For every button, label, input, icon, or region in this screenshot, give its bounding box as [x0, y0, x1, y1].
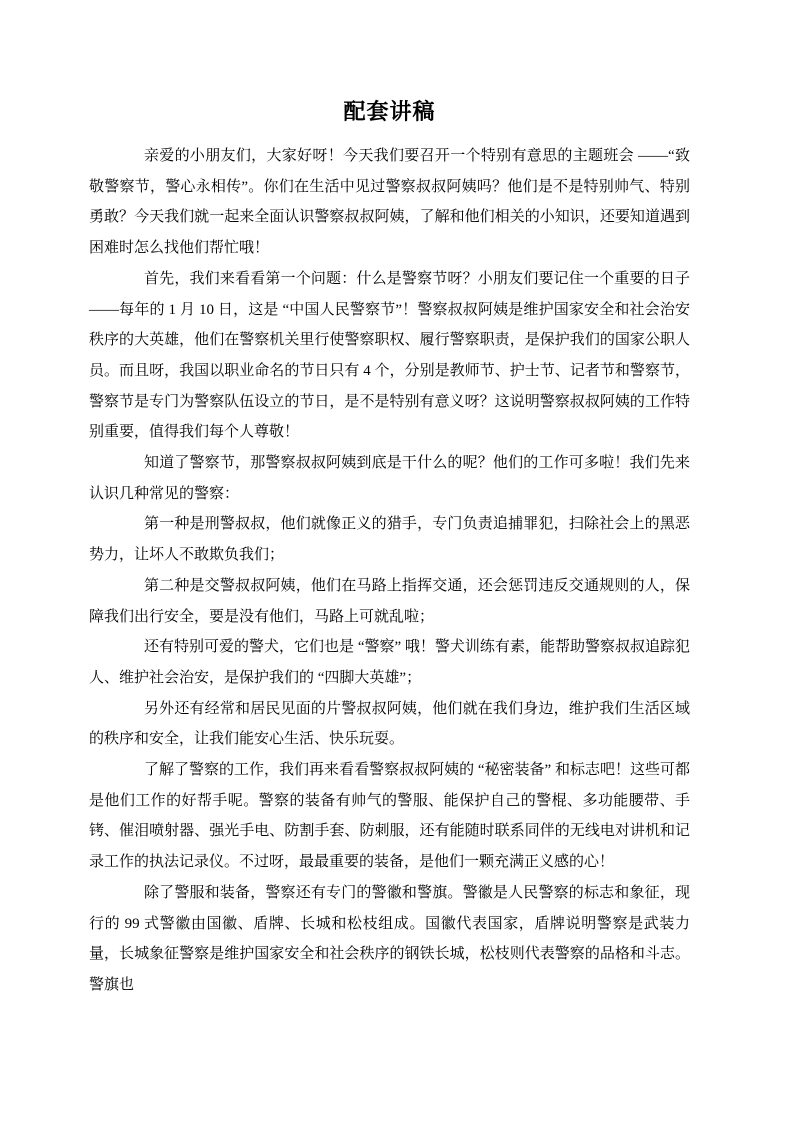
- paragraph: 另外还有经常和居民见面的片警叔叔阿姨，他们就在我们身边，维护我们生活区域的秩序和安全，让我们能安心生活、快乐玩耍。: [89, 700, 690, 748]
- paragraph: 第二种是交警叔叔阿姨，他们在马路上指挥交通，还会惩罚违反交通规则的人，保障我们出行安全，要是没有他们，马路上可就乱啦；: [89, 577, 690, 625]
- paragraph: 除了警服和装备，警察还有专门的警徽和警旗。警徽是人民警察的标志和象征，现行的 99 式警徽由国徽、盾牌、长城和松枝组成。国徽代表国家，盾牌说明警察是武装力量，长城象征警察是维护国家安全和社会秩序的钢铁长城，松枝则代表警察的品格和斗志。警旗也: [89, 884, 690, 993]
- paragraph: 第一种是刑警叔叔，他们就像正义的猎手，专门负责追捕罪犯，扫除社会上的黑恶势力，让坏人不敢欺负我们；: [89, 516, 690, 564]
- paragraph: 知道了警察节，那警察叔叔阿姨到底是干什么的呢？他们的工作可多啦！我们先来认识几种常见的警察：: [89, 455, 690, 502]
- paragraph: 还有特别可爱的警犬，它们也是 “警察” 哦！警犬训练有素，能帮助警察叔叔追踪犯人、维护社会治安，是保护我们的 “四脚大英雄”；: [89, 639, 690, 686]
- document-title: 配套讲稿: [343, 99, 436, 124]
- paragraph: 了解了警察的工作，我们再来看看警察叔叔阿姨的 “秘密装备” 和标志吧！这些可都是他们工作的好帮手呢。警察的装备有帅气的警服、能保护自己的警棍、多功能腰带、手铐、催泪喷射器、强光手电、防割手套、防刺服，还有能随时联系同伴的无线电对讲机和记录工作的执法记录仪。不过呀，最最重要的装备，是他们一颗充满正义感的心！: [89, 762, 690, 871]
- document-body: [89, 97, 690, 1001]
- paragraph: 亲爱的小朋友们，大家好呀！今天我们要召开一个特别有意思的主题班会 ——“致敬警察节，警心永相传”。你们在生活中见过警察叔叔阿姨吗？他们是不是特别帅气、特别勇敢？今天我们就一起来全面认识警察叔叔阿姨，了解和他们相关的小知识，还要知道遇到困难时怎么找他们帮忙哦！: [89, 148, 690, 257]
- paragraph: 首先，我们来看看第一个问题：什么是警察节呀？小朋友们要记住一个重要的日子 ——每年的 1 月 10 日，这是 “中国人民警察节”！警察叔叔阿姨是维护国家安全和社会治安秩序的大英雄，他们在警察机关里行使警察职权、履行警察职责，是保护我们的国家公职人员。而且呀，我国以职业命名的节日只有 4 个，分别是教师节、护士节、记者节和警察节，警察节是专门为警察队伍设立的节日，是不是特别有意义呀？这说明警察叔叔阿姨的工作特别重要，值得我们每个人尊敬！: [89, 270, 690, 441]
